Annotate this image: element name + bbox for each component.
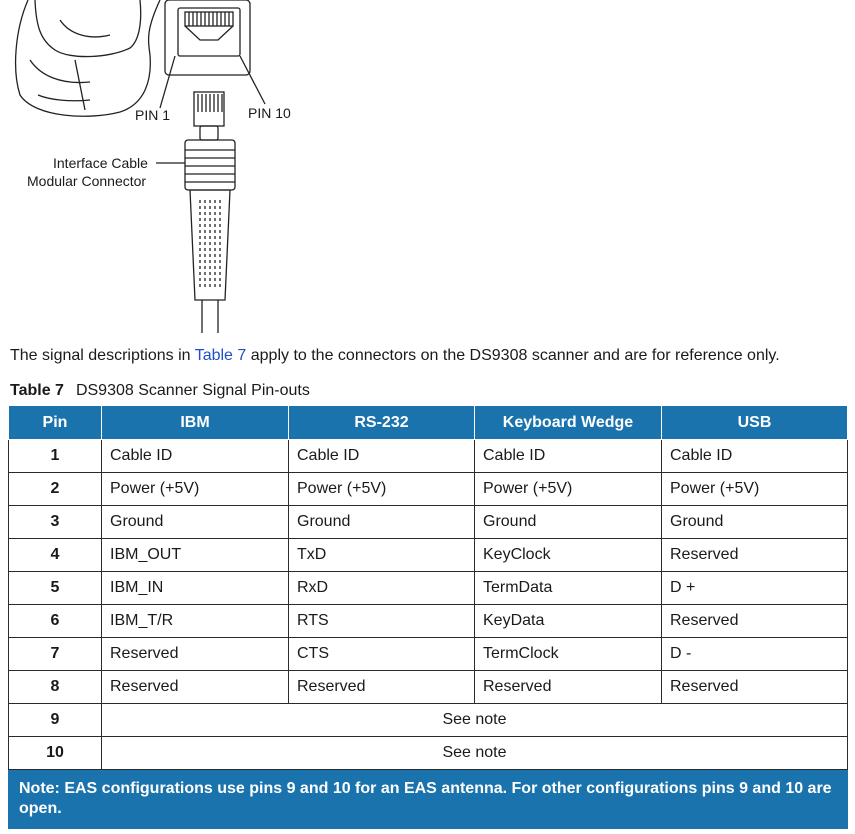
table-title: DS9308 Scanner Signal Pin-outs bbox=[75, 382, 310, 399]
signal-cell: TermClock bbox=[475, 638, 662, 671]
table-row bbox=[9, 539, 848, 572]
connector-figure bbox=[0, 0, 330, 340]
pin1-label: PIN 1 bbox=[135, 107, 171, 123]
table-row bbox=[9, 473, 848, 506]
cable-label-line1: Interface Cable bbox=[53, 155, 148, 171]
signal-cell: D - bbox=[662, 638, 848, 671]
signal-cell: Ground bbox=[662, 506, 848, 539]
table-body bbox=[9, 440, 848, 829]
signal-cell: Power (+5V) bbox=[102, 473, 289, 506]
table-row bbox=[9, 638, 848, 671]
signal-cell: Reserved bbox=[475, 671, 662, 704]
pin-number-cell: 4 bbox=[9, 539, 102, 572]
signal-cell: Cable ID bbox=[102, 440, 289, 473]
signal-cell: Power (+5V) bbox=[475, 473, 662, 506]
pin-number-cell: 3 bbox=[9, 506, 102, 539]
signal-cell: Reserved bbox=[662, 539, 848, 572]
signal-cell: Reserved bbox=[102, 671, 289, 704]
column-header: IBM bbox=[102, 406, 289, 440]
scanner-contour-line bbox=[75, 60, 85, 110]
signal-cell: KeyClock bbox=[475, 539, 662, 572]
signal-cell: TermData bbox=[475, 572, 662, 605]
pin-number-cell: 7 bbox=[9, 638, 102, 671]
intro-text-after: apply to the connectors on the DS9308 scanner and are for reference only. bbox=[246, 347, 780, 364]
table-reference-link[interactable]: Table 7 bbox=[194, 347, 247, 364]
pin10-leader bbox=[240, 56, 265, 104]
table-row bbox=[9, 506, 848, 539]
contact-lines bbox=[189, 12, 229, 26]
column-header: Pin bbox=[9, 406, 102, 440]
table-note: Note: EAS configurations use pins 9 and 10 for an EAS antenna. For other configurations pins 9 and 10 are open. bbox=[9, 770, 848, 829]
table-row bbox=[9, 671, 848, 704]
column-header: USB bbox=[662, 406, 848, 440]
scanner-body-outline bbox=[35, 0, 141, 57]
see-note-cell: See note bbox=[102, 704, 848, 737]
pin-number-cell: 1 bbox=[9, 440, 102, 473]
plug-latch bbox=[200, 126, 218, 140]
signal-cell: Power (+5V) bbox=[662, 473, 848, 506]
scanner-contour-line bbox=[60, 20, 110, 37]
connector-illustration bbox=[0, 0, 330, 340]
intro-text-before: The signal descriptions in bbox=[10, 347, 195, 364]
signal-cell: D + bbox=[662, 572, 848, 605]
pin-number-cell: 5 bbox=[9, 572, 102, 605]
signal-cell: Reserved bbox=[662, 605, 848, 638]
signal-cell: Reserved bbox=[289, 671, 475, 704]
table-header-row bbox=[9, 406, 848, 440]
pin1-leader bbox=[160, 56, 175, 108]
pin-number-cell: 10 bbox=[9, 737, 102, 770]
signal-cell: RxD bbox=[289, 572, 475, 605]
column-header: Keyboard Wedge bbox=[475, 406, 662, 440]
signal-cell: IBM_OUT bbox=[102, 539, 289, 572]
pin-number-cell: 2 bbox=[9, 473, 102, 506]
table-row bbox=[9, 704, 848, 737]
signal-cell: TxD bbox=[289, 539, 475, 572]
table-row bbox=[9, 440, 848, 473]
cable-label-line2: Modular Connector bbox=[27, 173, 147, 189]
column-header: RS-232 bbox=[289, 406, 475, 440]
intro-paragraph bbox=[10, 347, 780, 365]
table-row bbox=[9, 737, 848, 770]
pin-number-cell: 6 bbox=[9, 605, 102, 638]
strain-relief-ribs bbox=[200, 200, 220, 290]
signal-cell: IBM_IN bbox=[102, 572, 289, 605]
pin-number-cell: 9 bbox=[9, 704, 102, 737]
signal-cell: Power (+5V) bbox=[289, 473, 475, 506]
signal-cell: Reserved bbox=[102, 638, 289, 671]
table-number: Table 7 bbox=[10, 382, 64, 399]
signal-cell: Cable ID bbox=[289, 440, 475, 473]
cable bbox=[202, 300, 218, 333]
scanner-base-outline bbox=[16, 0, 160, 116]
plug-contacts bbox=[198, 94, 222, 112]
signal-cell: Ground bbox=[475, 506, 662, 539]
signal-cell: Reserved bbox=[662, 671, 848, 704]
pin10-label: PIN 10 bbox=[248, 105, 291, 121]
table-row bbox=[9, 572, 848, 605]
pin-number-cell: 8 bbox=[9, 671, 102, 704]
see-note-cell: See note bbox=[102, 737, 848, 770]
signal-cell: Ground bbox=[289, 506, 475, 539]
signal-cell: Cable ID bbox=[662, 440, 848, 473]
signal-cell: RTS bbox=[289, 605, 475, 638]
scanner-contour-line bbox=[30, 60, 90, 83]
receptacle-latch bbox=[185, 26, 233, 40]
note-row bbox=[9, 770, 848, 829]
signal-pinout-table bbox=[8, 405, 848, 829]
signal-cell: Ground bbox=[102, 506, 289, 539]
connector-grip-lines bbox=[185, 150, 235, 182]
signal-cell: KeyData bbox=[475, 605, 662, 638]
table-caption bbox=[10, 382, 310, 400]
table-row bbox=[9, 605, 848, 638]
signal-cell: Cable ID bbox=[475, 440, 662, 473]
signal-cell: IBM_T/R bbox=[102, 605, 289, 638]
signal-cell: CTS bbox=[289, 638, 475, 671]
